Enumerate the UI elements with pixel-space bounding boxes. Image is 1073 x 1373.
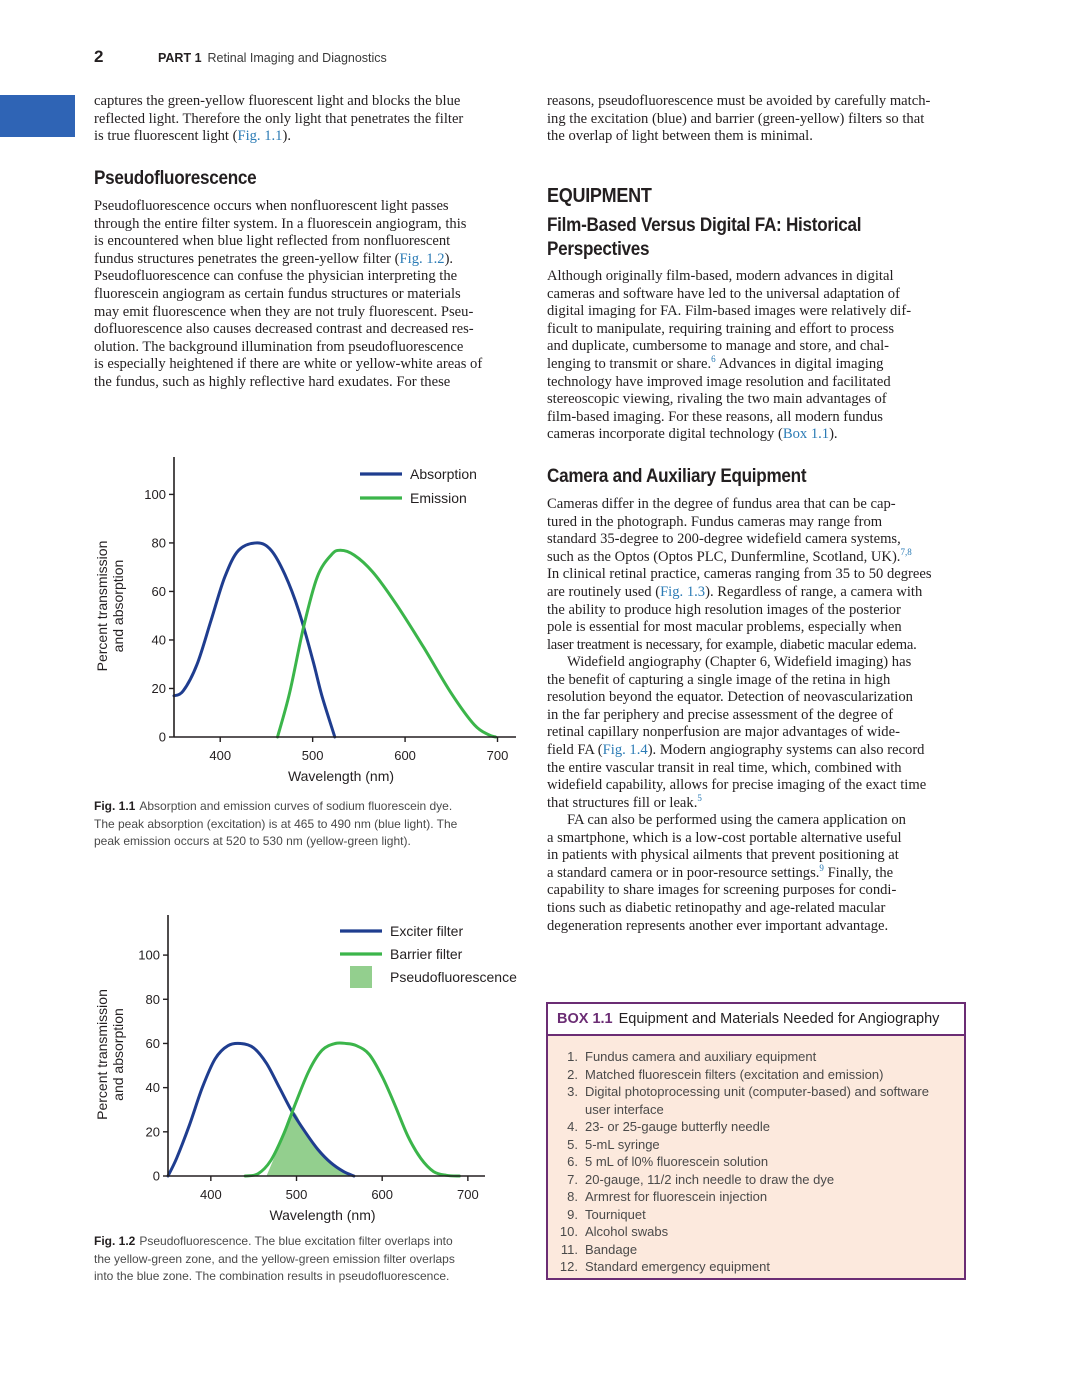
citation-superscript[interactable]: 7,8 bbox=[900, 546, 912, 557]
box-item-text: Digital photoprocessing unit (computer-based) and software bbox=[585, 1084, 929, 1099]
emission-legend-label: Emission bbox=[410, 490, 467, 506]
line-sup-6: lenging to transmit or share.$^6$ Advances in digital imaging bbox=[547, 354, 884, 372]
camera-paragraph-2: Widefield angiography (Chapter 6, Widefield imaging) has the benefit of capturing a single image of the retina in high resolution beyond the equator. Detection of neovascularization in the far periphery and precise assessment of the degree of retinal capillary nonperfusion are major advantages of wide- field FA (Fig. 1.4). Modern angiography systems can also record the entire vascular transit in real time, which, combined with widefield capability, allows for precise imaging of the exact time that structures fill or leak.$^5$ bbox=[547, 654, 968, 812]
film-digital-paragraph: Although originally film-based, modern advances in digital cameras and software have led to the universal adaptation of digital imaging for FA. Film-based images were relatively dif- ficult to manipulate, requiring training and effort to process and duplicate, cumbersome to manage and store, and chal- lenging to transmit or share.$^6$ Advances in digital imaging technology have improved image resolution and facilitated stereoscopic viewing, rivaling the two main advantages of film-based imaging. For these reasons, all modern fundus cameras incorporate digital technology (Box 1.1). bbox=[547, 268, 968, 444]
line-ref-fig12: fundus structures penetrates the green-yellow filter (Fig. 1.2). bbox=[94, 250, 454, 267]
left-intro-paragraph: captures the green-yellow fluorescent light and blocks the blue reflected light. Therefore the only light that penetrates the filter is true fluorescent light (Fig. 1.1). bbox=[94, 93, 516, 146]
line-ref-fig14: field FA (Fig. 1.4). Modern angiography systems can also record bbox=[547, 741, 925, 758]
x-tick-label: 600 bbox=[371, 1187, 394, 1202]
cross-reference-link[interactable]: Fig. 1.1 bbox=[237, 128, 283, 145]
cross-reference-link[interactable]: Fig. 1.3 bbox=[660, 583, 706, 600]
y-axis-label: Percent transmission bbox=[94, 989, 110, 1120]
box-item-text: Matched fluorescein filters (excitation and emission) bbox=[585, 1066, 884, 1082]
y-tick-label: 0 bbox=[158, 729, 166, 745]
box-list-item bbox=[548, 1188, 964, 1206]
x-tick-label: 400 bbox=[199, 1187, 222, 1202]
y-axis-label: and absorption bbox=[110, 1008, 126, 1101]
box-item-text: Fundus camera and auxiliary equipment bbox=[585, 1049, 817, 1064]
box-item-number: 3. bbox=[567, 1084, 578, 1099]
box-item-number: 5. bbox=[567, 1136, 578, 1152]
box-item-number: 2. bbox=[567, 1066, 578, 1082]
line-sup-78: such as the Optos (Optos PLC, Dunfermline, Scotland, UK).$^{7,8}$ bbox=[547, 546, 912, 565]
page-number: 2 bbox=[94, 47, 104, 66]
box-item-text: 20-gauge, 11/2 inch needle to draw the dye bbox=[585, 1171, 835, 1187]
pseudofluorescence-paragraph: Pseudofluorescence occurs when nonfluorescent light passes through the entire filter system. In a fluorescein angiogram, this is encountered when blue light reflected from nonfluorescent fundus structures penetrates the green-yellow filter (Fig. 1.2). Pseudofluorescence can confuse the physician interpreting the fluorescein angiogram as certain fundus structures or materials may emit fluorescence when they are not truly fluorescent. Pseu- dofluorescence also causes decreased contrast and decreased res- olution. The background illumination from pseudofluorescence is especially heightened if there are white or yellow-white areas of the fundus, such as highly reflective hard exudates. For these bbox=[94, 198, 516, 392]
figure-1-2-chart bbox=[90, 900, 530, 1230]
equipment-heading: EQUIPMENT bbox=[547, 185, 652, 207]
figure-1-1-caption: Fig. 1.1 Absorption and emission curves of sodium fluorescein dye. The peak absorption (excitation) is at 465 to 490 nm (blue light). The peak emission occurs at 520 to 530 nm (yellow-green light). bbox=[94, 799, 458, 848]
exciter-filter-legend-label: Exciter filter bbox=[390, 923, 464, 939]
chapter-tab bbox=[0, 95, 75, 137]
y-tick-label: 80 bbox=[145, 991, 160, 1007]
box-list-item bbox=[548, 1153, 964, 1171]
y-tick-label: 20 bbox=[145, 1124, 160, 1140]
x-tick-label: 700 bbox=[486, 748, 509, 763]
box-list-item bbox=[548, 1223, 964, 1241]
camera-heading: Camera and Auxiliary Equipment bbox=[547, 466, 807, 487]
box-1-1 bbox=[546, 1002, 966, 1280]
box-item-number: 10. bbox=[559, 1224, 578, 1239]
part-title: Retinal Imaging and Diagnostics bbox=[207, 51, 387, 65]
emission-curve bbox=[278, 550, 496, 737]
cross-reference-link[interactable]: Box 1.1 bbox=[782, 426, 830, 443]
box-item-text: user interface bbox=[585, 1101, 664, 1117]
y-tick-label: 100 bbox=[144, 486, 166, 502]
part-label: PART 1 bbox=[158, 51, 202, 65]
x-axis-label: Wavelength (nm) bbox=[287, 768, 395, 784]
pseudofluorescence-legend-label: Pseudofluorescence bbox=[390, 969, 517, 985]
box-item-text: 5 mL of l0% fluorescein solution bbox=[585, 1154, 769, 1169]
box-label: BOX 1.1 bbox=[557, 1011, 613, 1027]
intro-last-text: is true fluorescent light (Fig. 1.1). bbox=[94, 128, 291, 145]
fig2-label: Fig. 1.2 bbox=[94, 1234, 136, 1248]
box-item-text: 23- or 25-gauge butterfly needle bbox=[585, 1119, 771, 1134]
x-tick-label: 500 bbox=[301, 748, 324, 763]
box-item-text: Alcohol swabs bbox=[585, 1224, 669, 1239]
box-list-item bbox=[548, 1066, 964, 1084]
box-item-number: 9. bbox=[567, 1206, 578, 1222]
line-sup-9: a standard camera or in poor-resource settings.$^9$ Finally, the bbox=[547, 862, 894, 881]
exciter-filter-curve bbox=[168, 1043, 354, 1176]
y-tick-label: 60 bbox=[151, 583, 166, 599]
figure-1-2-caption: Fig. 1.2 Pseudofluorescence. The blue excitation filter overlaps into the yellow-green zone, and the yellow-green emission filter overlaps into the blue zone. The combination results in pseudofluorescence. bbox=[94, 1234, 455, 1283]
box-item-text: 5-mL syringe bbox=[585, 1136, 660, 1152]
box-list-item bbox=[548, 1171, 964, 1189]
box-list-item bbox=[548, 1258, 964, 1276]
running-header bbox=[158, 51, 387, 65]
x-axis-label: Wavelength (nm) bbox=[269, 1207, 376, 1223]
box-item-text: Bandage bbox=[585, 1241, 638, 1257]
x-tick-label: 600 bbox=[394, 748, 416, 763]
y-tick-label: 20 bbox=[151, 680, 166, 696]
y-tick-label: 40 bbox=[145, 1080, 160, 1096]
box-item-text: Tourniquet bbox=[585, 1206, 646, 1222]
box-item-number: 6. bbox=[567, 1154, 578, 1169]
line-sup-5: that structures fill or leak.$^5$ bbox=[547, 792, 702, 811]
left-intro-last bbox=[94, 128, 516, 146]
y-tick-label: 0 bbox=[152, 1168, 160, 1184]
absorption-legend-label: Absorption bbox=[410, 466, 477, 482]
box-item-number: 1. bbox=[567, 1049, 578, 1064]
fig1-label: Fig. 1.1 bbox=[94, 799, 136, 813]
box-list-item bbox=[548, 1241, 964, 1259]
citation-superscript[interactable]: 6 bbox=[711, 354, 716, 365]
right-intro-paragraph: reasons, pseudofluorescence must be avoided by carefully match- ing the excitation (blue) and barrier (green-yellow) filters so that the overlap of light between them is minimal. bbox=[547, 93, 931, 145]
box-item-list bbox=[548, 1036, 964, 1276]
pseudofluorescence-heading: Pseudofluorescence bbox=[94, 168, 257, 189]
box-item-text: Armrest for fluorescein injection bbox=[585, 1189, 768, 1204]
y-tick-label: 80 bbox=[151, 535, 166, 551]
box-item-number: 11. bbox=[560, 1241, 578, 1257]
x-tick-label: 700 bbox=[457, 1187, 479, 1202]
cross-reference-link[interactable]: Fig. 1.4 bbox=[602, 741, 648, 758]
y-axis-label: Percent transmission bbox=[94, 540, 110, 672]
line-ref-fig13: are routinely used (Fig. 1.3). Regardless of range, a camera with bbox=[547, 583, 923, 600]
absorption-curve bbox=[174, 543, 335, 737]
pseudofluorescence-legend-swatch bbox=[350, 966, 372, 988]
figure-1-1-chart bbox=[90, 440, 530, 795]
box-list-item bbox=[548, 1048, 964, 1066]
camera-paragraph-1: Cameras differ in the degree of fundus area that can be cap- tured in the photograph. Fundus cameras may range from standard 35-degree to 200-degree widefield camera systems, such as the Optos (Optos PLC, Dunfermline, Scotland, UK).$^{7,8}$ In clinical retinal practice, cameras ranging from 35 to 50 degrees are routinely used (Fig. 1.3). Regardless of range, a camera with the ability to produce high resolution images of the posterior pole is essential for most macular problems, especially when laser treatment is necessary, for example, diabetic macular edema. bbox=[547, 496, 968, 654]
box-item-number: 12. bbox=[559, 1259, 578, 1274]
x-tick-label: 500 bbox=[285, 1187, 308, 1202]
box-list-item bbox=[548, 1083, 964, 1101]
citation-superscript[interactable]: 5 bbox=[697, 792, 702, 803]
box-list-item bbox=[548, 1136, 964, 1154]
camera-paragraph-3: FA can also be performed using the camera application on a smartphone, which is a low-cost portable alternative useful in patients with physical ailments that prevent positioning at a standard camera or in poor-resource settings.$^9$ Finally, the capability to share images for screening purposes for condi- tions such as diabetic retinopathy and age-related macular degeneration represents another ever important advantage. bbox=[547, 812, 968, 935]
box-list-item bbox=[548, 1206, 964, 1224]
cross-reference-link[interactable]: Fig. 1.2 bbox=[399, 250, 445, 267]
line-ref-box11: cameras incorporate digital technology (Box 1.1). bbox=[547, 426, 838, 443]
box-item-number: 8. bbox=[567, 1189, 578, 1204]
box-item-number: 4. bbox=[567, 1119, 578, 1134]
x-tick-label: 400 bbox=[209, 748, 232, 763]
box-item-text: Standard emergency equipment bbox=[585, 1259, 771, 1274]
y-tick-label: 100 bbox=[138, 947, 160, 963]
citation-superscript[interactable]: 9 bbox=[819, 862, 824, 873]
box-list-item bbox=[548, 1101, 964, 1119]
box-list-item bbox=[548, 1118, 964, 1136]
box-item-number: 7. bbox=[567, 1171, 578, 1187]
film-digital-heading: Film-Based Versus Digital FA: Historical Perspectives bbox=[547, 215, 862, 260]
y-tick-label: 40 bbox=[151, 632, 166, 648]
box-header bbox=[548, 1004, 964, 1036]
y-axis-label: and absorption bbox=[110, 559, 126, 653]
box-title: Equipment and Materials Needed for Angiography bbox=[618, 1011, 940, 1027]
barrier-filter-legend-label: Barrier filter bbox=[390, 946, 463, 962]
y-tick-label: 60 bbox=[145, 1035, 160, 1051]
